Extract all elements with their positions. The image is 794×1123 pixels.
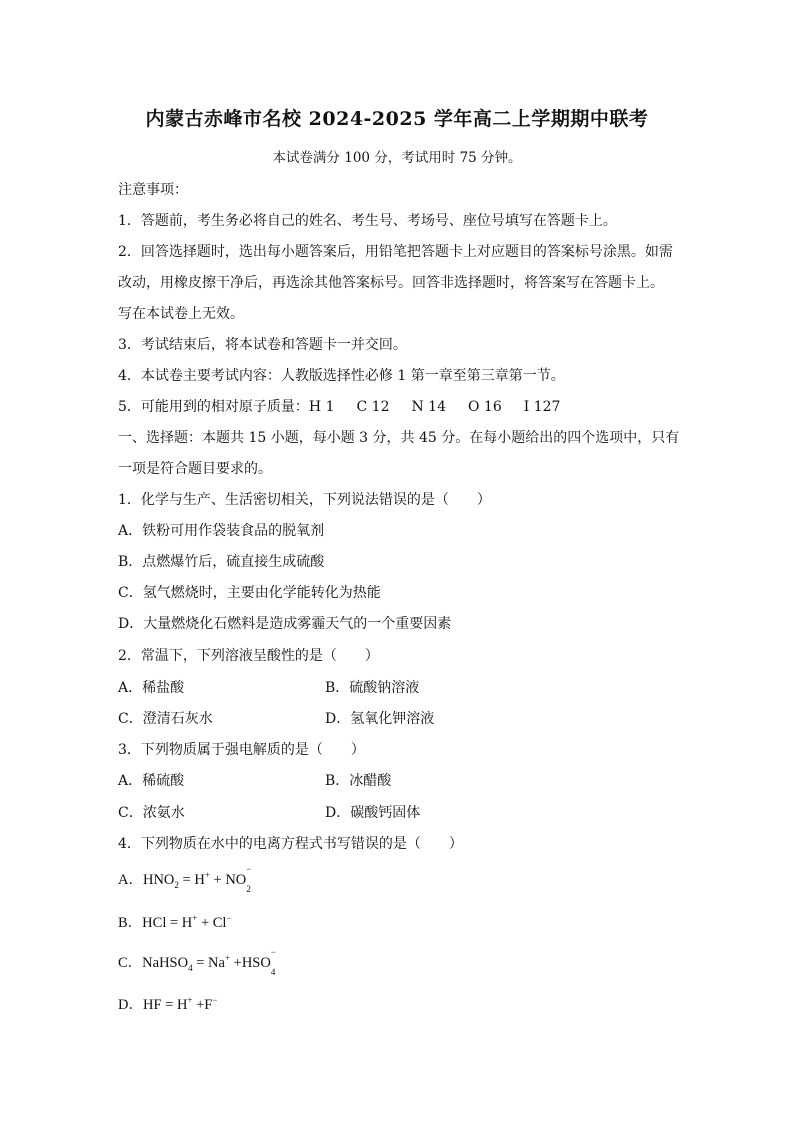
q4-stem: 4．下列物质在水中的电离方程式书写错误的是（ ） (118, 836, 463, 852)
q2-option-b: B．硫酸钠溶液 (325, 680, 420, 696)
notes-heading: 注意事项： (118, 182, 188, 198)
q2-option-a: A．稀盐酸 (118, 680, 185, 696)
q3-stem: 3．下列物质属于强电解质的是（ ） (118, 742, 365, 758)
q2-stem: 2．常温下，下列溶液呈酸性的是（ ） (118, 648, 379, 664)
q1-stem: 1．化学与生产、生活密切相关，下列说法错误的是（ ） (118, 492, 491, 508)
q3-option-b: B．冰醋酸 (325, 773, 392, 789)
mass-h: H 1 (308, 399, 335, 415)
mass-i: I 127 (523, 399, 561, 415)
q1-option-d: D．大量燃烧化石燃料是造成雾霾天气的一个重要因素 (118, 616, 452, 632)
note-4: 4．本试卷主要考试内容：人教版选择性必修 1 第一章至第三章第一节。 (118, 368, 565, 384)
mass-o: O 16 (468, 399, 502, 415)
section-1-line-1: 一、选择题：本题共 15 小题，每小题 3 分，共 45 分。在每小题给出的四个选项中，只有 (118, 430, 680, 446)
note-1: 1．答题前，考生务必将自己的姓名、考生号、考场号、座位号填写在答题卡上。 (118, 213, 617, 229)
q1-option-a: A．铁粉可用作袋装食品的脱氧剂 (118, 523, 325, 539)
mass-n: N 14 (411, 399, 446, 415)
note-5 (118, 396, 560, 416)
q3-option-a: A．稀硫酸 (118, 773, 185, 789)
note-2b: 改动，用橡皮擦干净后，再选涂其他答案标号。回答非选择题时，将答案写在答题卡上。 (118, 275, 664, 291)
q1-option-c: C．氢气燃烧时，主要由化学能转化为热能 (118, 585, 381, 601)
note-5-label: 5．可能用到的相对原子质量： (118, 399, 309, 415)
mass-c: C 12 (356, 399, 390, 415)
q2-option-d: D．氢氧化钾溶液 (325, 711, 435, 727)
section-1-line-2: 一项是符合题目要求的。 (118, 461, 272, 477)
exam-subtitle: 本试卷满分 100 分，考试用时 75 分钟。 (272, 150, 522, 166)
note-2a: 2．回答选择题时，选出每小题答案后，用铅笔把答题卡上对应题目的答案标号涂黑。如需 (118, 244, 673, 260)
q4-option-a: A．$HNO_2 = H^+ + NO^-_2$ (118, 864, 252, 894)
note-2c: 写在本试卷上无效。 (118, 306, 244, 322)
q1-option-b: B．点燃爆竹后，硫直接生成硫酸 (118, 554, 325, 570)
q4-option-c: C．NaHSO$_4$ = $Na^+ +HSO^-_4$ (118, 947, 276, 977)
q3-option-c: C．浓氨水 (118, 805, 185, 821)
q4-option-d: D．HF = H+ +F− (118, 995, 218, 1013)
note-3: 3．考试结束后，将本试卷和答题卡一并交回。 (118, 337, 407, 353)
exam-title: 内蒙古赤峰市名校 2024-2025 学年高二上学期期中联考 (145, 108, 649, 130)
q3-option-d: D．碳酸钙固体 (325, 805, 421, 821)
q2-option-c: C．澄清石灰水 (118, 711, 213, 727)
q4-option-b: B．HCl = H+ + Cl− (118, 913, 232, 931)
